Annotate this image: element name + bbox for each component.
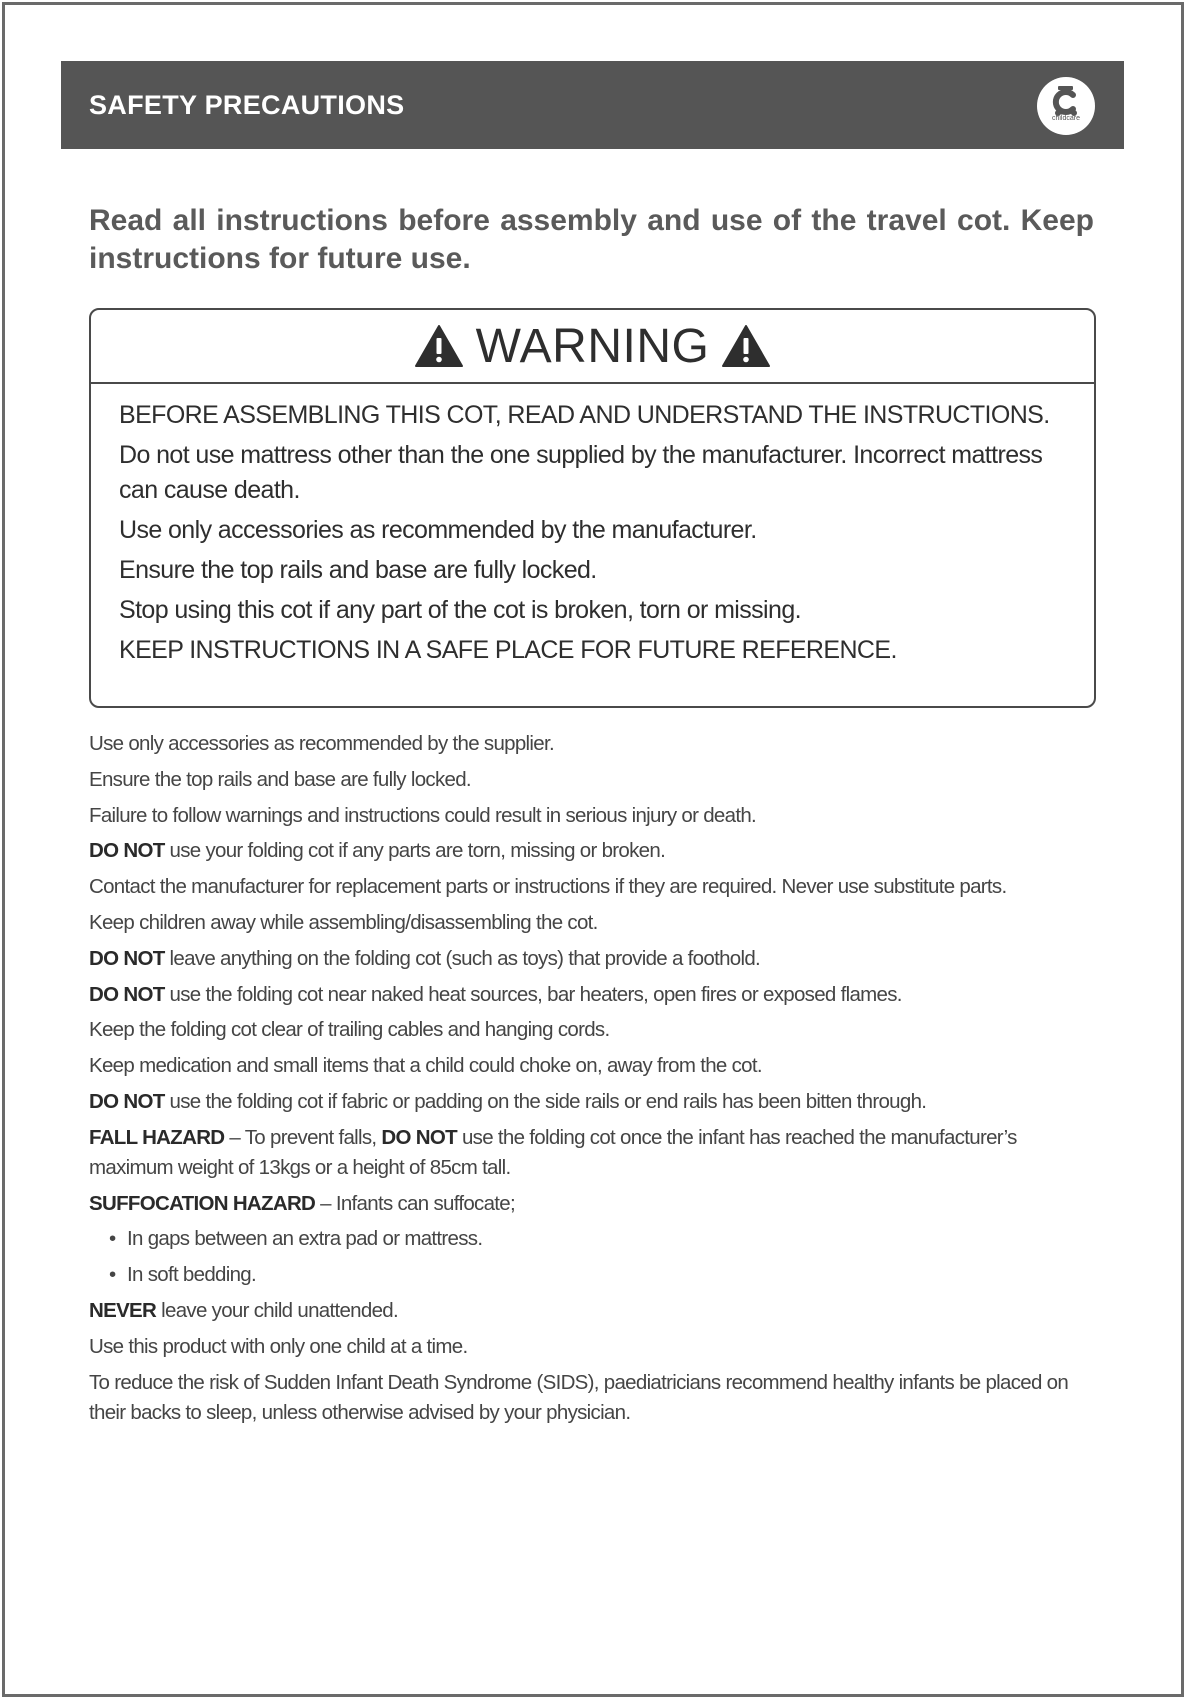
- childcare-logo-icon: [1037, 77, 1095, 135]
- precaution-item: DO NOT use the folding cot if fabric or padding on the side rails or end rails has been bitten through.: [89, 1089, 927, 1113]
- warning-list: [119, 398, 1069, 668]
- warning-item: KEEP INSTRUCTIONS IN A SAFE PLACE FOR FUTURE REFERENCE.: [119, 636, 897, 664]
- precaution-item: DO NOT use the folding cot near naked heat sources, bar heaters, open fires or exposed flames.: [89, 982, 902, 1006]
- warning-title: WARNING: [475, 319, 710, 373]
- warning-item: BEFORE ASSEMBLING THIS COT, READ AND UNDERSTAND THE INSTRUCTIONS.: [119, 401, 1050, 429]
- precautions-list: [89, 729, 1097, 1433]
- precaution-item: DO NOT leave anything on the folding cot (such as toys) that provide a foothold.: [89, 946, 761, 970]
- warning-triangle-icon: [414, 324, 464, 368]
- precaution-item: Keep the folding cot clear of trailing cables and hanging cords.: [89, 1018, 610, 1042]
- never-item: NEVER leave your child unattended.: [89, 1298, 398, 1322]
- warning-header: [91, 310, 1094, 384]
- suffocation-hazard-item: SUFFOCATION HAZARD – Infants can suffocate;: [89, 1191, 515, 1215]
- precaution-item: Failure to follow warnings and instructions could result in serious injury or death.: [89, 803, 757, 827]
- precaution-item: Use only accessories as recommended by the supplier.: [89, 732, 554, 755]
- precaution-item: Contact the manufacturer for replacement parts or instructions if they are required. Never use substitute parts.: [89, 875, 1007, 899]
- warning-item: Use only accessories as recommended by the manufacturer.: [119, 516, 757, 544]
- warning-item: Ensure the top rails and base are fully locked.: [119, 556, 597, 584]
- one-child-item: Use this product with only one child at a time.: [89, 1334, 468, 1358]
- fall-hazard-item: FALL HAZARD – To prevent falls, DO NOT use the folding cot once the infant has reached the manufacturer’s maximum weight of 13kgs or a height of 85cm tall.: [89, 1125, 1017, 1179]
- sids-item: To reduce the risk of Sudden Infant Death Syndrome (SIDS), paediatricians recommend healthy infants be placed on their backs to sleep, unless otherwise advised by your physician.: [89, 1370, 1069, 1424]
- suffocation-bullet: • In soft bedding.: [89, 1260, 1097, 1290]
- logo-text: childcare: [1051, 115, 1080, 122]
- suffocation-bullet: • In gaps between an extra pad or mattress.: [89, 1224, 1097, 1254]
- precaution-item: DO NOT use your folding cot if any parts are torn, missing or broken.: [89, 839, 666, 863]
- header-bar: [61, 61, 1124, 149]
- warning-item: Do not use mattress other than the one supplied by the manufacturer. Incorrect mattress can cause death.: [119, 441, 1043, 504]
- page-title: SAFETY PRECAUTIONS: [89, 90, 405, 120]
- warning-item: Stop using this cot if any part of the cot is broken, torn or missing.: [119, 596, 801, 624]
- precaution-item: Ensure the top rails and base are fully locked.: [89, 767, 471, 791]
- warning-triangle-icon: [721, 324, 771, 368]
- intro-text: Read all instructions before assembly and use of the travel cot. Keep instructions for future use.: [89, 204, 1094, 275]
- precaution-item: Keep medication and small items that a child could choke on, away from the cot.: [89, 1054, 762, 1078]
- precaution-item: Keep children away while assembling/disassembling the cot.: [89, 910, 598, 934]
- warning-box: [89, 308, 1096, 708]
